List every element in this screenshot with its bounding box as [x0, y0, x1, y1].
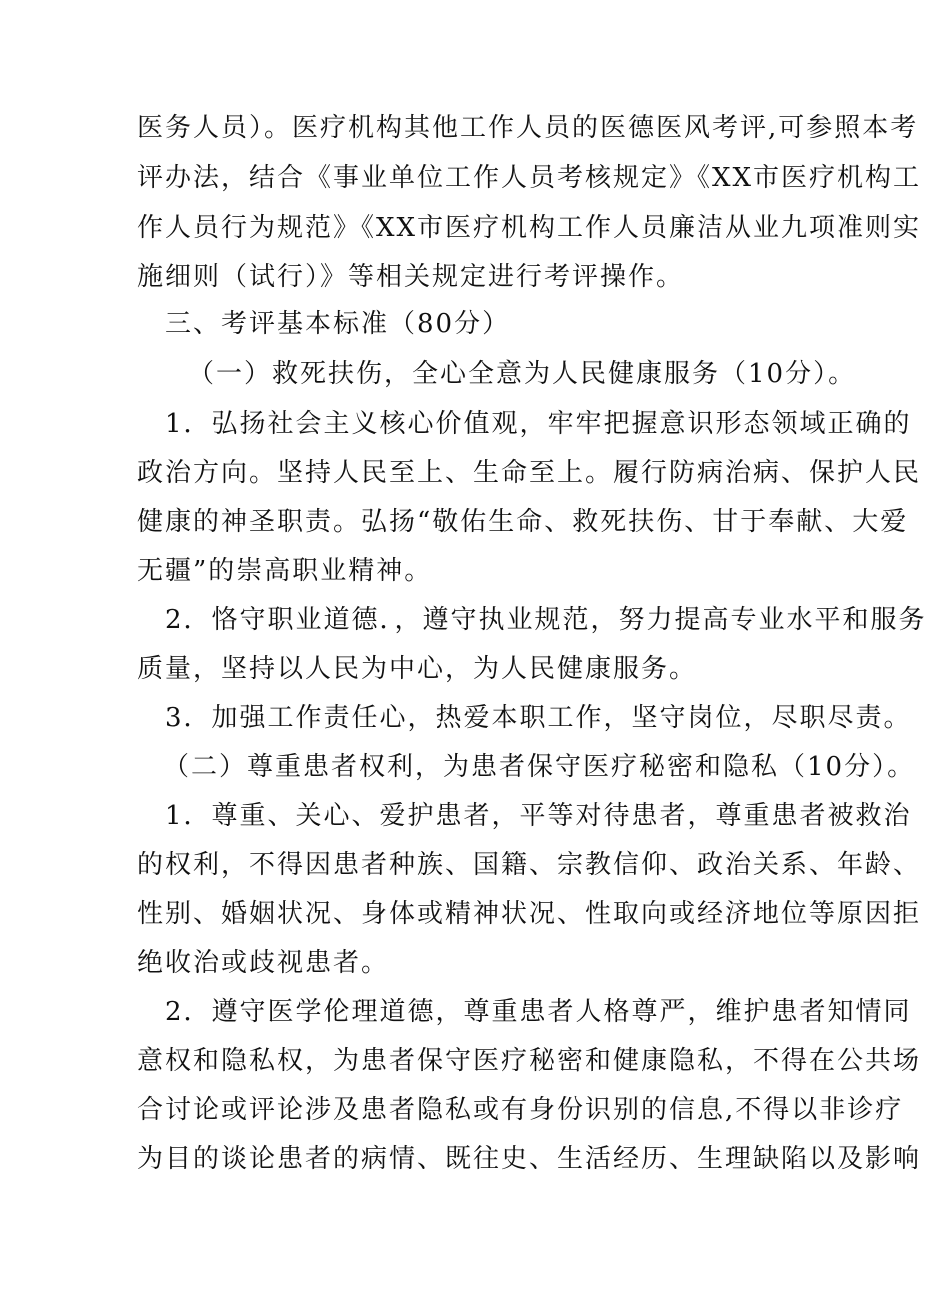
text-line: 2．遵守医学伦理道德，尊重患者人格尊严，维护患者知情同	[165, 997, 912, 1027]
text-line: 施细则（试行）》等相关规定进行考评操作。	[137, 262, 685, 292]
text-line: 合讨论或评论涉及患者隐私或有身份识别的信息,不得以非诊疗	[137, 1095, 904, 1125]
text-line: 健康的神圣职责。弘扬“敬佑生命、救死扶伤、甘于奉献、大爱	[137, 507, 909, 537]
subsection-heading: （一）救死扶伤，全心全意为人民健康服务（10分）。	[188, 359, 857, 389]
subsection-heading: （二）尊重患者权利，为患者保守医疗秘密和隐私（10分）。	[163, 752, 916, 782]
text-line: 的权利，不得因患者种族、国籍、宗教信仰、政治关系、年龄、	[137, 850, 922, 880]
text-line: 无疆”的崇高职业精神。	[137, 556, 433, 586]
text-line: 1．尊重、关心、爱护患者，平等对待患者，尊重患者被救治	[165, 801, 912, 831]
text-line: 质量，坚持以人民为中心，为人民健康服务。	[137, 654, 698, 684]
text-line: 作人员行为规范》《XX市医疗机构工作人员廉洁从业九项准则实	[137, 213, 922, 243]
section-heading: 三、考评基本标准（80分）	[165, 309, 511, 339]
text-line: 评办法，结合《事业单位工作人员考核规定》《XX市医疗机构工	[137, 163, 922, 193]
text-line: 性别、婚姻状况、身体或精神状况、性取向或经济地位等原因拒	[137, 899, 922, 929]
text-line: 医务人员）。医疗机构其他工作人员的医德医风考评,可参照本考	[137, 113, 919, 143]
text-line: 3．加强工作责任心，热爱本职工作，坚守岗位，尽职尽责。	[165, 703, 912, 733]
text-line: 2．恪守职业道德．，遵守执业规范，努力提高专业水平和服务	[165, 605, 927, 635]
text-line: 绝收治或歧视患者。	[137, 948, 390, 978]
text-line: 为目的谈论患者的病情、既往史、生活经历、生理缺陷以及影响	[137, 1144, 922, 1174]
text-line: 1．弘扬社会主义核心价值观，牢牢把握意识形态领域正确的	[165, 409, 912, 439]
text-line: 政治方向。坚持人民至上、生命至上。履行防病治病、保护人民	[137, 458, 922, 488]
text-line: 意权和隐私权，为患者保守医疗秘密和健康隐私，不得在公共场	[137, 1046, 922, 1076]
